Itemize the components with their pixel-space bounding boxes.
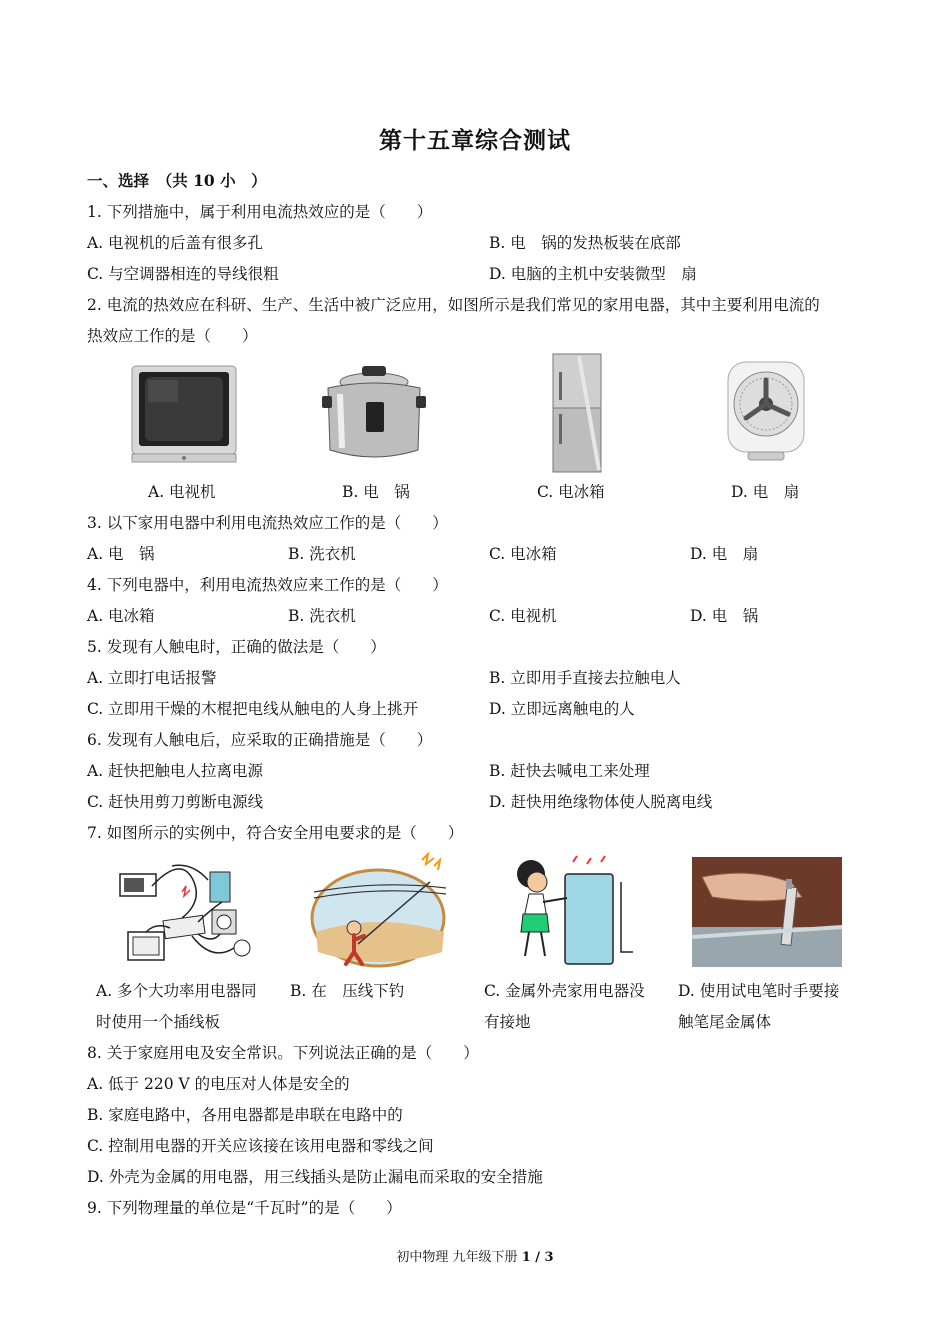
question-2-option-a: A. 电视机 — [148, 483, 216, 501]
question-6-option-a: A. 赶快把触电人拉离电源 — [87, 762, 264, 780]
question-1-option-b: B. 电 锅的发热板装在底部 — [489, 234, 681, 252]
question-7-option-c-line2: 有接地 — [484, 1013, 531, 1031]
question-1-stem: 1. 下列措施中，属于利用电流热效应的是（ ） — [87, 203, 433, 221]
television-image — [130, 362, 238, 467]
question-4-option-c: C. 电视机 — [489, 607, 557, 625]
question-7-option-d-line2: 触笔尾金属体 — [678, 1013, 772, 1031]
question-2-option-c: C. 电冰箱 — [537, 483, 605, 501]
question-4-option-a: A. 电冰箱 — [87, 607, 155, 625]
fishing-under-power-lines-image — [310, 852, 450, 970]
question-5-option-a: A. 立即打电话报警 — [87, 669, 217, 687]
question-1-option-c: C. 与空调器相连的导线很粗 — [87, 265, 279, 283]
question-7-option-c-line1: C. 金属外壳家用电器没 — [484, 982, 645, 1000]
question-7-stem: 7. 如图所示的实例中，符合安全用电要求的是（ ） — [87, 824, 464, 842]
question-8-stem: 8. 关于家庭用电及安全常识。下列说法正确的是（ ） — [87, 1044, 479, 1062]
test-pen-usage-image — [692, 857, 842, 967]
question-6-option-d: D. 赶快用绝缘物体使人脱离电线 — [489, 793, 713, 811]
question-8-option-d: D. 外壳为金属的用电器，用三线插头是防止漏电而采取的安全措施 — [87, 1168, 543, 1186]
question-8-option-b: B. 家庭电路中，各用电器都是串联在电路中的 — [87, 1106, 403, 1124]
question-5-option-c: C. 立即用干燥的木棍把电线从触电的人身上挑开 — [87, 700, 419, 718]
question-2-stem-line1: 2. 电流的热效应在科研、生产、生活中被广泛应用，如图所示是我们常见的家用电器，其中主要利用电流的 — [87, 296, 820, 314]
question-3-option-c: C. 电冰箱 — [489, 545, 557, 563]
question-1-option-a: A. 电视机的后盖有很多孔 — [87, 234, 264, 252]
question-3-option-d: D. 电 扇 — [690, 545, 759, 563]
question-7-option-d-line1: D. 使用试电笔时手要接 — [678, 982, 840, 1000]
page-footer — [0, 1246, 950, 1265]
question-4-option-d: D. 电 锅 — [690, 607, 759, 625]
question-8-option-a: A. 低于 220 V 的电压对人体是安全的 — [87, 1075, 350, 1093]
page-title: 第十五章综合测试 — [379, 127, 571, 154]
question-5-stem: 5. 发现有人触电时，正确的做法是（ ） — [87, 638, 386, 656]
question-2-option-d: D. 电 扇 — [731, 483, 800, 501]
question-3-option-a: A. 电 锅 — [87, 545, 155, 563]
question-8-option-c: C. 控制用电器的开关应该接在该用电器和零线之间 — [87, 1137, 434, 1155]
electric-fan-image — [722, 358, 810, 466]
question-1-option-d: D. 电脑的主机中安装微型 扇 — [489, 265, 697, 283]
question-4-stem: 4. 下列电器中，利用电流热效应来工作的是（ ） — [87, 576, 448, 594]
question-4-option-b: B. 洗衣机 — [288, 607, 356, 625]
question-9-stem: 9. 下列物理量的单位是“千瓦时”的是（ ） — [87, 1199, 402, 1217]
question-2-stem-line2: 热效应工作的是（ ） — [87, 327, 258, 345]
question-7-option-a-line2: 时使用一个插线板 — [96, 1013, 221, 1031]
electric-cooker-image — [318, 360, 430, 468]
overloaded-power-strip-image — [112, 852, 262, 970]
question-5-option-b: B. 立即用手直接去拉触电人 — [489, 669, 681, 687]
refrigerator-image — [549, 352, 605, 476]
page-number: 1 / 3 — [521, 1250, 554, 1265]
question-2-option-b: B. 电 锅 — [342, 483, 410, 501]
question-6-option-c: C. 赶快用剪刀剪断电源线 — [87, 793, 264, 811]
question-7-option-a-line1: A. 多个大功率用电器同 — [96, 982, 257, 1000]
question-5-option-d: D. 立即远离触电的人 — [489, 700, 635, 718]
question-3-option-b: B. 洗衣机 — [288, 545, 356, 563]
question-3-stem: 3. 以下家用电器中利用电流热效应工作的是（ ） — [87, 514, 448, 532]
question-6-option-b: B. 赶快去喊电工来处理 — [489, 762, 650, 780]
ungrounded-appliance-image — [503, 852, 643, 970]
footer-text: 初中物理 九年级下册 — [396, 1250, 518, 1265]
question-6-stem: 6. 发现有人触电后，应采取的正确措施是（ ） — [87, 731, 433, 749]
section-heading: 一、选择 （共 10 小 ） — [87, 171, 267, 190]
question-7-option-b: B. 在 压线下钓 — [290, 982, 405, 1000]
